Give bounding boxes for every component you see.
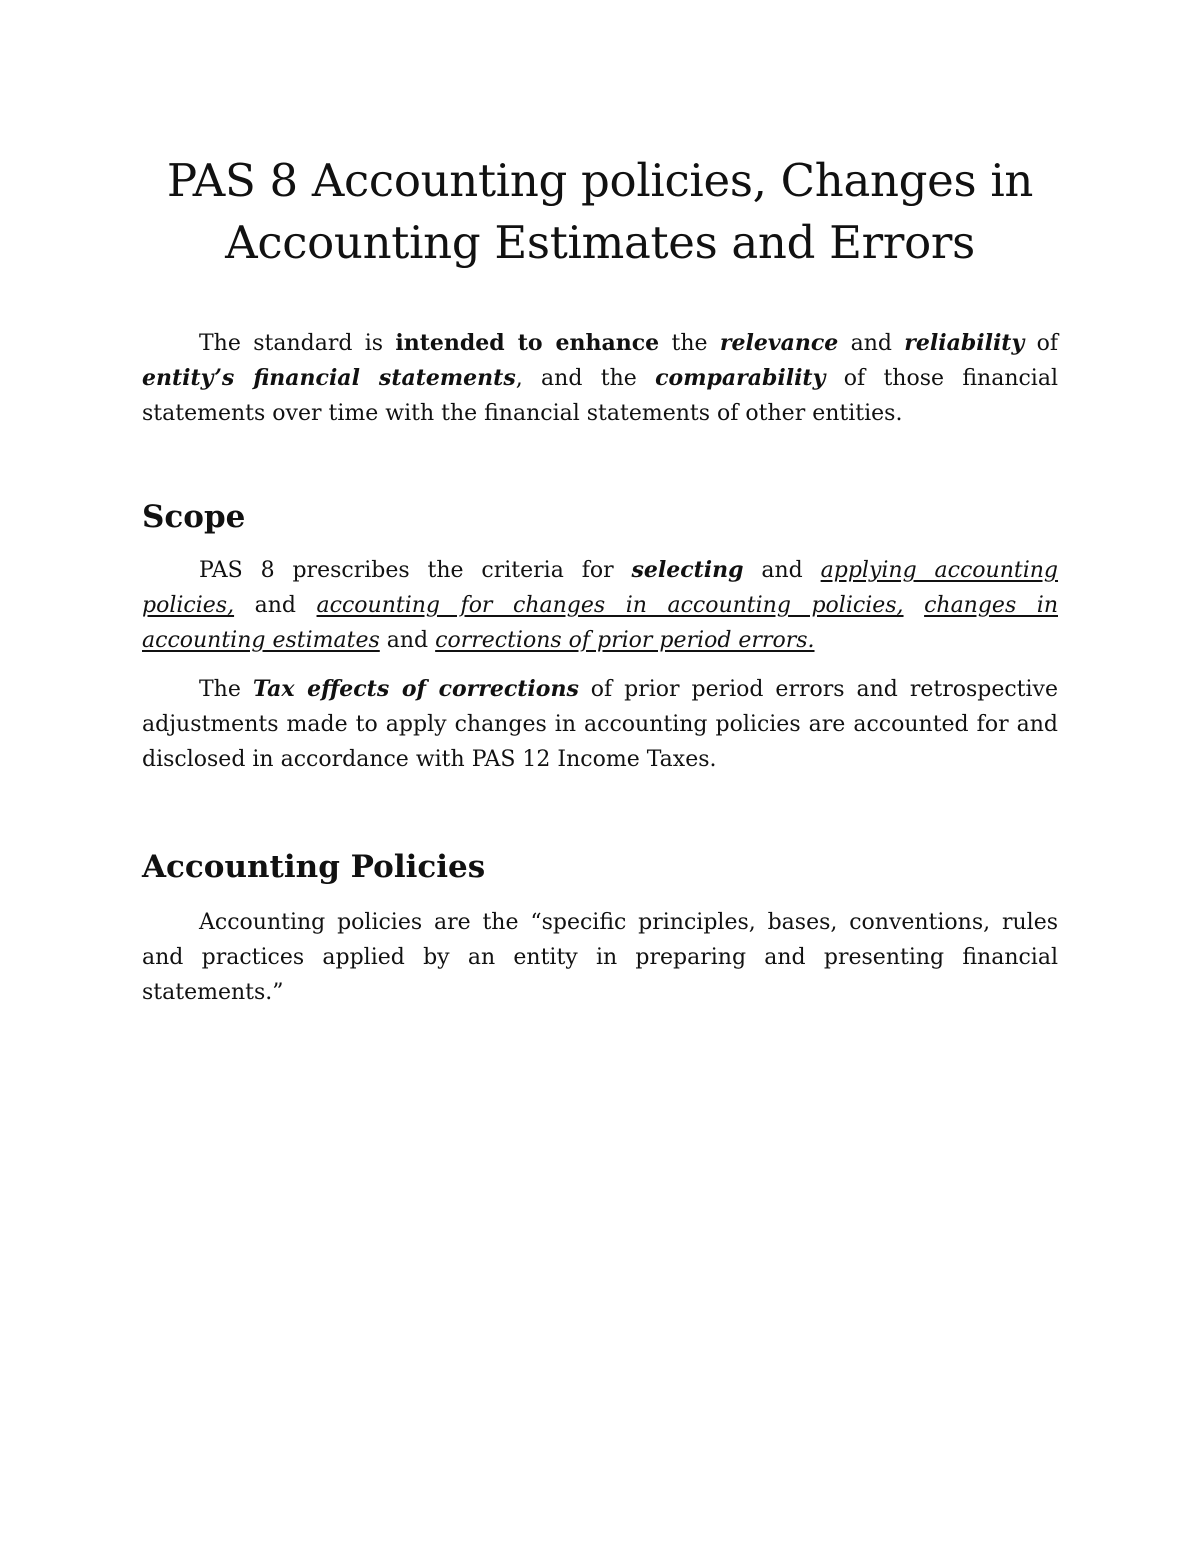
title-line-1: PAS 8 Accounting policies, Changes in	[166, 154, 1034, 207]
intro-emphasis-comparability: comparability	[655, 365, 826, 391]
intro-text: , and the	[515, 366, 656, 391]
scope-text: and	[234, 593, 317, 618]
intro-text: and	[838, 331, 905, 356]
scope-underlined-corrections: corrections of prior period errors.	[435, 628, 815, 653]
scope-underlined-changes-policies: accounting for changes in accounting policies,	[316, 593, 904, 618]
intro-bold-phrase: intended to enhance	[395, 330, 660, 356]
accounting-policies-heading: Accounting Policies	[142, 849, 486, 885]
scope-paragraph-tax-effects	[142, 672, 1058, 777]
scope-emphasis-tax-effects: Tax effects of corrections	[252, 676, 579, 702]
scope-text: of prior period errors and retrospective adjustments made to apply changes in accounting policies are accounted for and disclosed in accordance with PAS 12 Income Taxes.	[142, 677, 1058, 772]
scope-heading: Scope	[142, 499, 246, 535]
scope-text	[904, 593, 925, 618]
scope-text: PAS 8 prescribes the criteria for	[199, 558, 632, 583]
intro-emphasis-financial-statements: entity’s financial statements	[142, 365, 516, 391]
accounting-policies-paragraph: Accounting policies are the “specific principles, bases, conventions, rules and practices applied by an entity in preparing and presenting financial statements.”	[142, 910, 1058, 1005]
document-title	[142, 150, 1058, 274]
intro-emphasis-relevance: relevance	[719, 330, 839, 356]
intro-text: the	[659, 331, 720, 356]
intro-text: The standard is	[199, 331, 396, 356]
scope-underlined-changes-estimates: changes in accounting estimates	[142, 593, 1058, 653]
intro-emphasis-reliability: reliability	[904, 330, 1025, 356]
title-line-2: Accounting Estimates and Errors	[225, 216, 975, 269]
intro-text: of those financial statements over time with the financial statements of other entities.	[142, 366, 1058, 426]
scope-text: The	[199, 677, 253, 702]
document-body	[142, 150, 1058, 1010]
scope-paragraph-criteria	[142, 553, 1058, 658]
scope-underlined-applying: applying accounting policies,	[142, 558, 1059, 618]
scope-text: and	[379, 628, 436, 653]
intro-paragraph	[142, 326, 1058, 431]
scope-emphasis-selecting: selecting	[631, 557, 744, 583]
intro-text: of	[1024, 331, 1058, 356]
scope-text: and	[743, 558, 821, 583]
